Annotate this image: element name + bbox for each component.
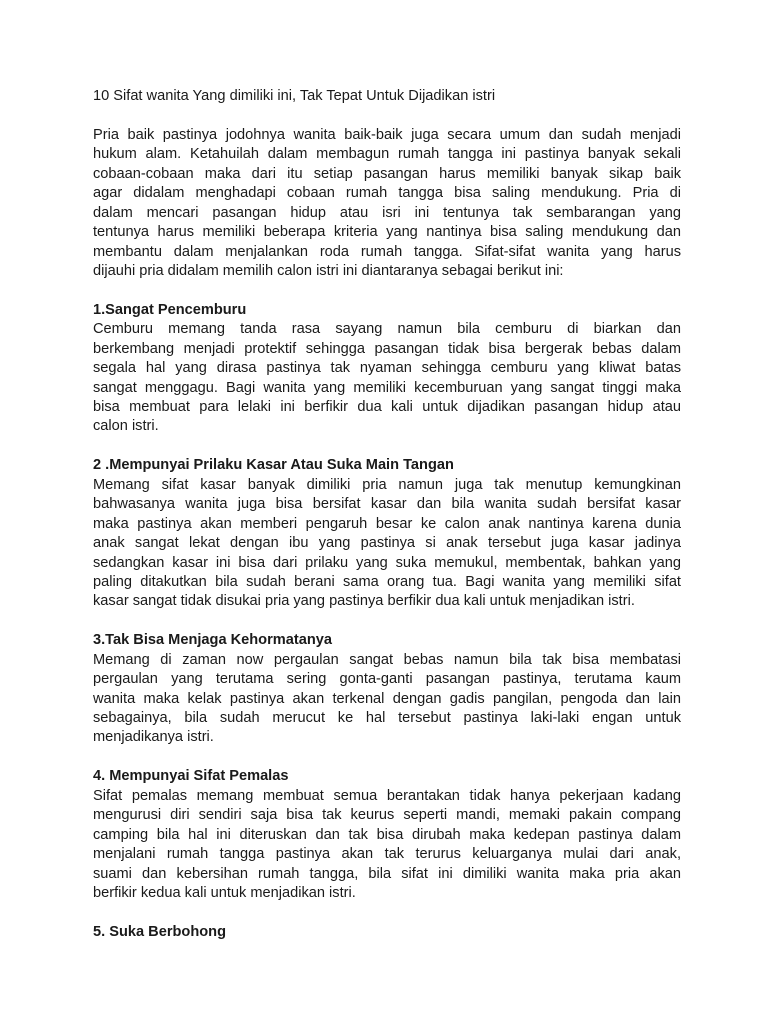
blank-line bbox=[93, 106, 681, 125]
document-title: 10 Sifat wanita Yang dimiliki ini, Tak Tepat Untuk Dijadikan istri bbox=[93, 88, 496, 104]
paragraph-line: anak sangat lekat dengan ibu yang pastinya si anak tersebut juga kasar jadinya bbox=[93, 535, 681, 552]
section-heading: 5. Suka Berbohong bbox=[93, 923, 226, 940]
paragraph-line: menjalani rumah tangga pastinya akan tak terurus keluarganya mulai dari anak, bbox=[93, 846, 681, 863]
section-heading: 3.Tak Bisa Menjaga Kehormatanya bbox=[93, 632, 332, 649]
paragraph-line: sedangkan kasar ini bisa dari prilaku yang suka memukul, membentak, bahkan yang bbox=[93, 554, 681, 571]
paragraph-line: Sifat pemalas memang membuat semua berantakan tidak hanya pekerjaan kadang bbox=[93, 787, 681, 804]
section-heading: 4. Mempunyai Sifat Pemalas bbox=[93, 768, 289, 785]
paragraph-line: sangat menggagu. Bagi wanita yang memiliki kecemburuan yang sangat tinggi maka bbox=[93, 379, 681, 396]
paragraph-line: bahwasanya wanita juga bisa bersifat kasar dan bila wanita sudah bersifat kasar bbox=[93, 496, 681, 513]
blank-line bbox=[93, 748, 681, 767]
section-heading: 2 .Mempunyai Prilaku Kasar Atau Suka Main Tangan bbox=[93, 457, 454, 474]
paragraph-line: menjadikanya istri. bbox=[93, 729, 214, 746]
document-page bbox=[93, 87, 681, 942]
paragraph-line: agar didalam menghadapi cobaan rumah tangga bisa saling mendukung. Pria di bbox=[93, 185, 681, 202]
paragraph-line: paling ditakutkan bila sudah berani sama orang tua. Bagi wanita yang memiliki sifat bbox=[93, 573, 681, 590]
intro-paragraph bbox=[93, 126, 681, 282]
paragraph-line: membantu dalam menjalankan roda rumah tangga. Sifat-sifat wanita yang harus bbox=[93, 243, 681, 260]
paragraph-line: Memang di zaman now pergaulan sangat bebas namun bila tak bisa membatasi bbox=[93, 651, 681, 668]
blank-line bbox=[93, 281, 681, 300]
section bbox=[93, 631, 681, 748]
paragraph-line: tentunya harus memiliki beberapa kriteria yang nantinya bisa saling mendukung dan bbox=[93, 224, 681, 241]
section-heading: 1.Sangat Pencemburu bbox=[93, 301, 247, 318]
paragraph-line: mengurusi diri sendiri saja bisa tak keurus seperti mandi, memaki pakain compang bbox=[93, 807, 681, 824]
paragraph-line: berfikir kedua kali untuk menjadikan istri. bbox=[93, 884, 356, 901]
paragraph-line: dalam mencari pasangan hidup atau isri ini tentunya tak sembarangan yang bbox=[93, 204, 681, 221]
paragraph-line: calon istri. bbox=[93, 418, 159, 435]
paragraph-line: dijauhi pria didalam memilih calon istri ini diantaranya sebagai berikut ini: bbox=[93, 262, 564, 279]
paragraph-line: maka pastinya akan memberi pengaruh besar ke calon anak nantinya karena dunia bbox=[93, 515, 681, 532]
paragraph-line: Memang sifat kasar banyak dimiliki pria namun juga tak menutup kemungkinan bbox=[93, 476, 681, 493]
paragraph-line: hukum alam. Ketahuilah dalam membagun rumah tangga ini pastinya banyak sekali bbox=[93, 146, 681, 163]
blank-line bbox=[93, 612, 681, 631]
section bbox=[93, 301, 681, 437]
paragraph-line: suami dan kebersihan rumah tangga, bila sifat ini dimiliki wanita maka pria akan bbox=[93, 865, 681, 882]
section bbox=[93, 923, 681, 942]
paragraph-line: Cemburu memang tanda rasa sayang namun bila cemburu di biarkan dan bbox=[93, 321, 681, 338]
section bbox=[93, 767, 681, 903]
paragraph-line: cobaan-cobaan maka dari itu setiap pasangan harus memiliki banyak sikap baik bbox=[93, 165, 681, 182]
paragraph-line: Pria baik pastinya jodohnya wanita baik-baik juga secara umum dan sudah menjadi bbox=[93, 126, 681, 143]
blank-line bbox=[93, 903, 681, 922]
paragraph-line: pergaulan yang terutama sering gonta-ganti pasangan pastinya, terutama kaum bbox=[93, 671, 681, 688]
section bbox=[93, 456, 681, 612]
paragraph-line: berkembang menjadi protektif sehingga pasangan tidak bisa bergerak bebas dalam bbox=[93, 340, 681, 357]
sections bbox=[93, 281, 681, 942]
paragraph-line: kasar sangat tidak disukai pria yang pastinya berfikir dua kali untuk menjadikan istri. bbox=[93, 593, 635, 610]
paragraph-line: segala hal yang dirasa pastinya tak nyaman sehingga cemburu yang kliwat batas bbox=[93, 360, 681, 377]
paragraph-line: sebagainya, bila sudah merucut ke hal tersebut pastinya laki-laki engan untuk bbox=[93, 710, 681, 726]
paragraph-line: camping bila hal ini diteruskan dan tak bisa dirubah maka kedepan pastinya dalam bbox=[93, 826, 681, 843]
paragraph-line: wanita maka kelak pastinya akan terkenal dengan gadis pangilan, pengoda dan lain bbox=[93, 690, 681, 707]
paragraph-line: bisa membuat para lelaki ini berfikir dua kali untuk dijadikan pasangan hidup atau bbox=[93, 399, 681, 415]
blank-line bbox=[93, 437, 681, 456]
